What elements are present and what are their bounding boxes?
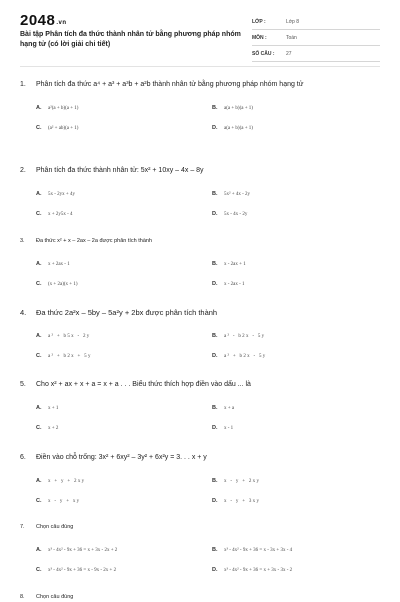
option-d[interactable]: D. a(a + b)(a + 1) (212, 125, 253, 131)
meta-info-table (252, 14, 380, 62)
option-a[interactable]: A. x + 1 (36, 405, 59, 411)
option-c[interactable]: C. (x + 2a)(x + 1) (36, 281, 78, 287)
meta-row-class (252, 14, 380, 30)
option-c[interactable]: C. x³ - 4x² - 9x + 36 = x - 9x - 2x + 2 (36, 567, 117, 573)
option-d[interactable]: D. x - 1 (212, 425, 234, 431)
option-a[interactable]: A. x + 2ax - 1 (36, 261, 70, 267)
question-text: 5. Cho x² + ax + x + a = x + a . . . Biểu thức thích hợp điền vào dấu ... là (20, 381, 251, 388)
option-c[interactable]: C. a² + b2x + 5y (36, 353, 92, 359)
option-d[interactable]: D. a² + b2x - 5y (212, 353, 267, 359)
option-c[interactable]: C. x + 2 (36, 425, 59, 431)
meta-value: Toán (286, 34, 297, 41)
option-b[interactable]: B. x - y + 2xy (212, 478, 261, 484)
option-a[interactable]: A. a²(a + b)(a + 1) (36, 105, 79, 111)
option-b[interactable]: B. a(a + b)(a + 1) (212, 105, 253, 111)
option-b[interactable]: B. x + a (212, 405, 235, 411)
option-a[interactable]: A. 5x - 2yx + 4y (36, 191, 75, 197)
option-d[interactable]: D. 5x - 4x - 2y (212, 211, 248, 217)
option-d[interactable]: D. x - 2ax - 1 (212, 281, 245, 287)
site-logo[interactable]: $2048_{.vn}$ (20, 12, 67, 29)
option-b[interactable]: B. x³ - 4x² - 9x + 36 = x - 3x + 3x - 4 (212, 547, 293, 553)
option-c[interactable]: C. x + 2y5x - 4 (36, 211, 73, 217)
question-2 (20, 166, 380, 217)
option-b[interactable]: B. x - 2ax + 1 (212, 261, 246, 267)
meta-label: LỚP : (252, 18, 266, 25)
option-a[interactable]: A. x³ - 4x² - 9x + 36 = x + 3x - 2x + 2 (36, 547, 118, 553)
question-text: 8. Chọn câu đúng (20, 594, 74, 600)
question-text: 4. Đa thức 2a²x – 5by – 5a²y + 2bx được phân tích thành (20, 308, 218, 317)
option-c[interactable]: C. x - y + xy (36, 498, 81, 504)
option-b[interactable]: B. a² - b2x - 5y (212, 333, 266, 339)
meta-label: SỐ CÂU : (252, 50, 275, 57)
document-title: Bài tập Phân tích đa thức thành nhân tử bằng phương pháp nhóm hạng tử (có lời giải chi tiết) (20, 31, 241, 48)
meta-label: MÔN : (252, 34, 267, 41)
question-text: 7. Chọn câu đúng (20, 524, 74, 530)
question-1 (20, 80, 380, 131)
question-text: 1. Phân tích đa thức a⁴ + a³ + a³b + a²b thành nhân tử bằng phương pháp nhóm hạng tử (20, 81, 304, 88)
meta-row-count (252, 46, 380, 62)
question-6 (20, 453, 380, 504)
question-5 (20, 380, 380, 431)
question-text: 3. Đa thức x² + x – 2ax – 2a được phân tích thành (20, 238, 152, 244)
option-d[interactable]: D. x - y + 3xy (212, 498, 261, 504)
question-7 (20, 522, 380, 573)
question-text: 6. Điền vào chỗ trống: 3x² + 6xy² – 3y² + 6x²y = 3. . . x + y (20, 454, 207, 461)
meta-value: Lớp 8 (286, 18, 300, 25)
option-a[interactable]: A. a² + b5x - 2y (36, 333, 91, 339)
meta-value: 27 (286, 50, 292, 57)
option-a[interactable]: A. x + y + 2xy (36, 478, 86, 484)
question-8 (20, 592, 380, 602)
option-c[interactable]: C. (a² + ab)(a + 1) (36, 125, 79, 131)
option-b[interactable]: B. 5x² + 4x - 2y (212, 191, 250, 197)
question-4 (20, 308, 380, 359)
document-header (0, 0, 400, 64)
option-d[interactable]: D. x³ - 4x² - 9x + 36 = x + 3x - 3x - 2 (212, 567, 293, 573)
header-divider (20, 66, 380, 67)
question-3 (20, 236, 380, 287)
question-text: 2. Phân tích đa thức thành nhân tử: 5x² + 10xy – 4x – 8y (20, 167, 204, 174)
meta-row-subject (252, 30, 380, 46)
